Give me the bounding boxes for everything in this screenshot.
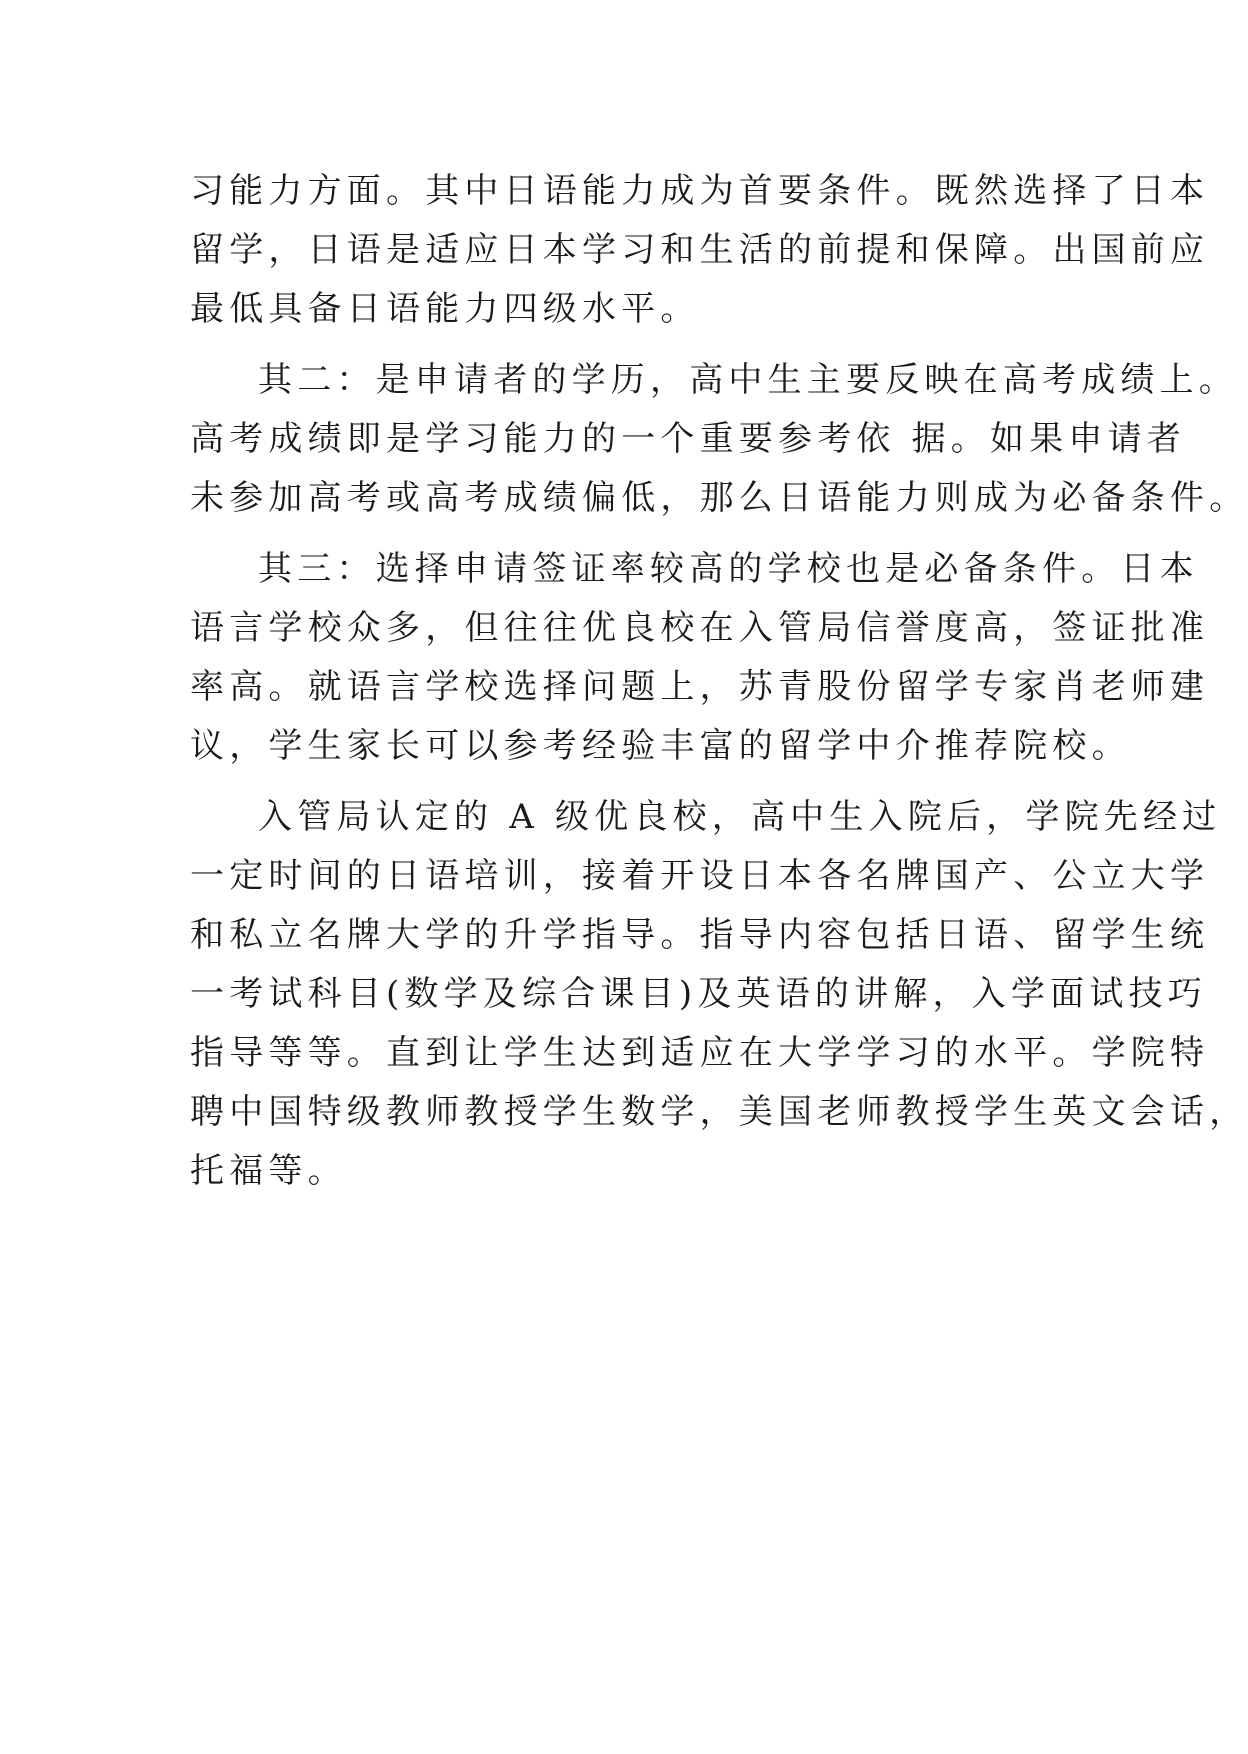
paragraph-line: 语言学校众多，但往往优良校在入管局信誉度高，签证批准 [190, 608, 1210, 648]
paragraph-4 [190, 788, 1248, 1201]
paragraph-line: 议，学生家长可以参考经验丰富的留学中介推荐院校。 [190, 726, 1131, 766]
paragraph-line: 一定时间的日语培训，接着开设日本各名牌国产、公立大学 [190, 856, 1210, 896]
paragraph-line: 和私立名牌大学的升学指导。指导内容包括日语、留学生统 [190, 915, 1210, 955]
paragraph-line: 入管局认定的 A 级优良校，高中生入院后，学院先经过 [258, 797, 1222, 837]
paragraph-line: 其三：选择申请签证率较高的学校也是必备条件。日本 [258, 549, 1199, 589]
paragraph-line: 聘中国特级教师教授学生数学，美国老师教授学生英文会话， [190, 1092, 1248, 1132]
paragraph-line: 其二：是申请者的学历，高中生主要反映在高考成绩上。 [258, 360, 1238, 400]
paragraph-line: 率高。就语言学校选择问题上，苏青股份留学专家肖老师建 [190, 667, 1210, 707]
paragraph-gap [190, 339, 1060, 351]
paragraph-line: 一考试科目(数学及综合课目)及英语的讲解，入学面试技巧 [190, 974, 1207, 1014]
paragraph-line: 习能力方面。其中日语能力成为首要条件。既然选择了日本 [190, 171, 1210, 211]
paragraph-line: 未参加高考或高考成绩偏低，那么日语能力则成为必备条件。 [190, 478, 1248, 518]
paragraph-gap [190, 528, 1060, 540]
body-text [190, 162, 1248, 1201]
paragraph-2 [190, 351, 1248, 528]
paragraph-line: 指导等等。直到让学生达到适应在大学学习的水平。学院特 [190, 1033, 1210, 1073]
paragraph-line: 最低具备日语能力四级水平。 [190, 289, 700, 329]
paragraph-line: 留学，日语是适应日本学习和生活的前提和保障。出国前应 [190, 230, 1210, 270]
paragraph-1 [190, 162, 1210, 339]
paragraph-gap [190, 776, 1060, 788]
paragraph-line: 高考成绩即是学习能力的一个重要参考依 据。如果申请者 [190, 419, 1187, 459]
paragraph-3 [190, 540, 1210, 776]
paragraph-line: 托福等。 [190, 1151, 347, 1191]
